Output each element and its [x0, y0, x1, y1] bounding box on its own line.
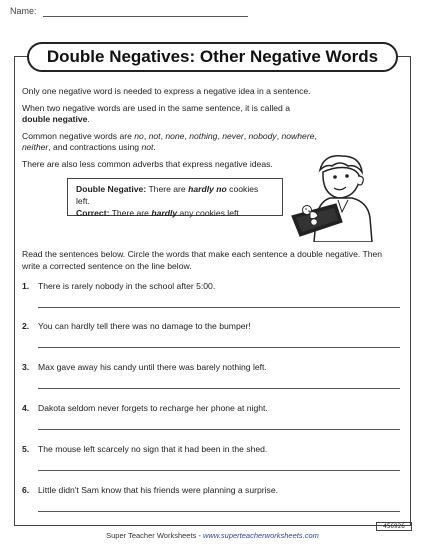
example-correct: Correct: There are hardly any cookies left.: [76, 208, 242, 218]
list-item: 2. You can hardly tell there was no damage to the bumper!: [22, 321, 251, 331]
term-double-negative: double negative: [22, 114, 88, 124]
intro-p1: Only one negative word is needed to express a negative idea in a sentence.: [22, 86, 311, 96]
footer-brand: Super Teacher Worksheets: [106, 531, 197, 540]
answer-line-1[interactable]: [38, 307, 400, 308]
name-line[interactable]: [43, 16, 248, 17]
answer-line-6[interactable]: [38, 511, 400, 512]
answer-line-5[interactable]: [38, 470, 400, 471]
answer-line-2[interactable]: [38, 347, 400, 348]
list-item: 6. Little didn't Sam know that his friends were planning a surprise.: [22, 485, 279, 495]
name-label: Name:: [10, 6, 37, 16]
list-item: 3. Max gave away his candy until there was barely nothing left.: [22, 362, 267, 372]
intro-p3: Common negative words are no, not, none, nothing, never, nobody, nowhere, neither, and contractions using not.: [22, 131, 317, 152]
answer-line-4[interactable]: [38, 429, 400, 430]
footer-url-link[interactable]: www.superteacherworksheets.com: [202, 531, 319, 540]
list-item: 5. The mouse left scarcely no sign that it had been in the shed.: [22, 444, 268, 454]
answer-line-3[interactable]: [38, 388, 400, 389]
list-item: 1. There is rarely nobody in the school after 5:00.: [22, 281, 216, 291]
example-double-negative: Double Negative: There are hardly no cookies left.: [76, 184, 259, 206]
list-item: 4. Dakota seldom never forgets to recharge her phone at night.: [22, 403, 268, 413]
footer: Super Teacher Worksheets - www.superteacherworksheets.com: [106, 531, 319, 540]
page-title: Double Negatives: Other Negative Words: [27, 42, 398, 72]
boy-with-cookie-tray-illustration: [290, 150, 390, 242]
example-box: [67, 178, 283, 216]
intro-p2: When two negative words are used in the same sentence, it is called a double negative.: [22, 103, 290, 124]
intro-p4: There are also less common adverbs that express negative ideas.: [22, 159, 273, 169]
instructions: Read the sentences below. Circle the words that make each sentence a double negative. Then write a corrected sentence on the line below.: [22, 249, 383, 271]
worksheet-code: 456926: [376, 522, 412, 531]
